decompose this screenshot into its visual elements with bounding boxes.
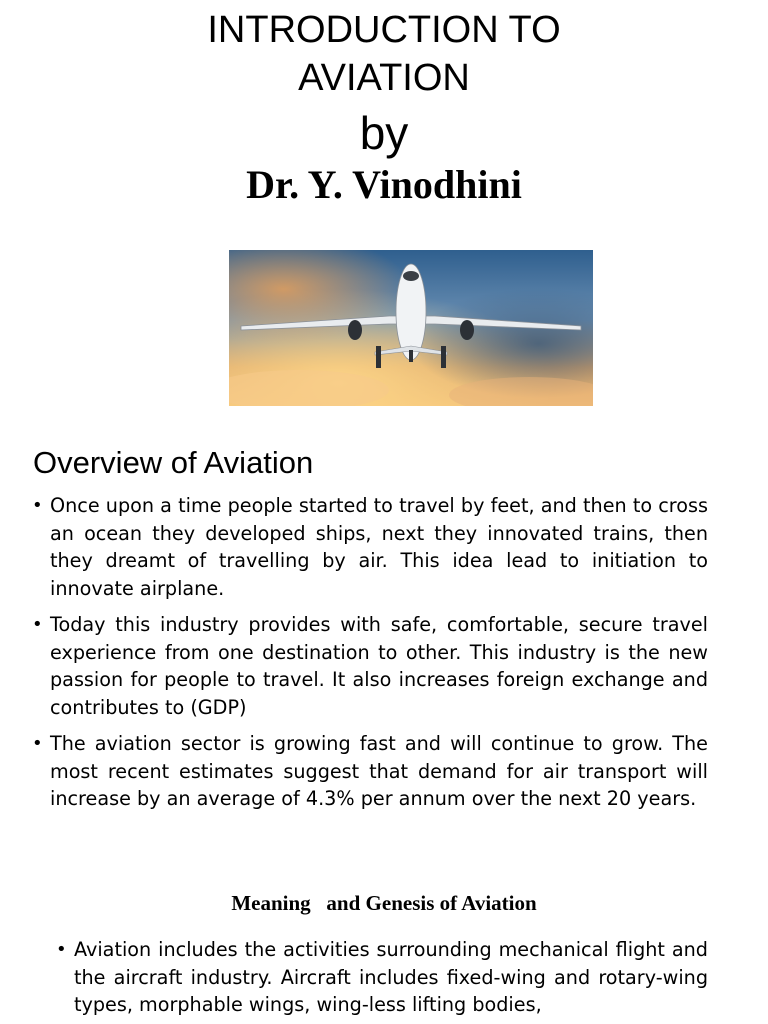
title-by: by: [359, 107, 409, 159]
meaning-bullet-list: [56, 936, 708, 1019]
overview-bullet-list: [32, 492, 708, 822]
title-line-1: INTRODUCTION TO: [207, 9, 561, 51]
overview-bullet-3: • The aviation sector is growing fast and will continue to grow. The most recent estimates suggest that demand for air transport will increase by an average of 4.3% per annum over the next 20 years.: [32, 730, 708, 813]
overview-bullet-1: • Once upon a time people started to travel by feet, and then to cross an ocean they developed ships, next they innovated trains, then they dreamt of travelling by air. This idea lead to initiation to innovate airplane.: [32, 492, 708, 602]
overview-bullet-2: • Today this industry provides with safe, comfortable, secure travel experience from one destination to other. This industry is the new passion for people to travel. It also increases foreign exchange and contributes to (GDP): [32, 611, 708, 721]
author-name: Dr. Y. Vinodhini: [246, 162, 522, 207]
overview-heading: Overview of Aviation: [33, 445, 314, 480]
title-line-2: AVIATION: [298, 57, 470, 99]
meaning-heading: Meaning and Genesis of Aviation: [231, 891, 537, 915]
meaning-bullet-1: • Aviation includes the activities surrounding mechanical flight and the aircraft industry. Aircraft includes fixed-wing and rotary-wing types, morphable wings, wing-less lifting bodies,: [56, 936, 708, 1019]
airplane-photo: [229, 250, 593, 406]
